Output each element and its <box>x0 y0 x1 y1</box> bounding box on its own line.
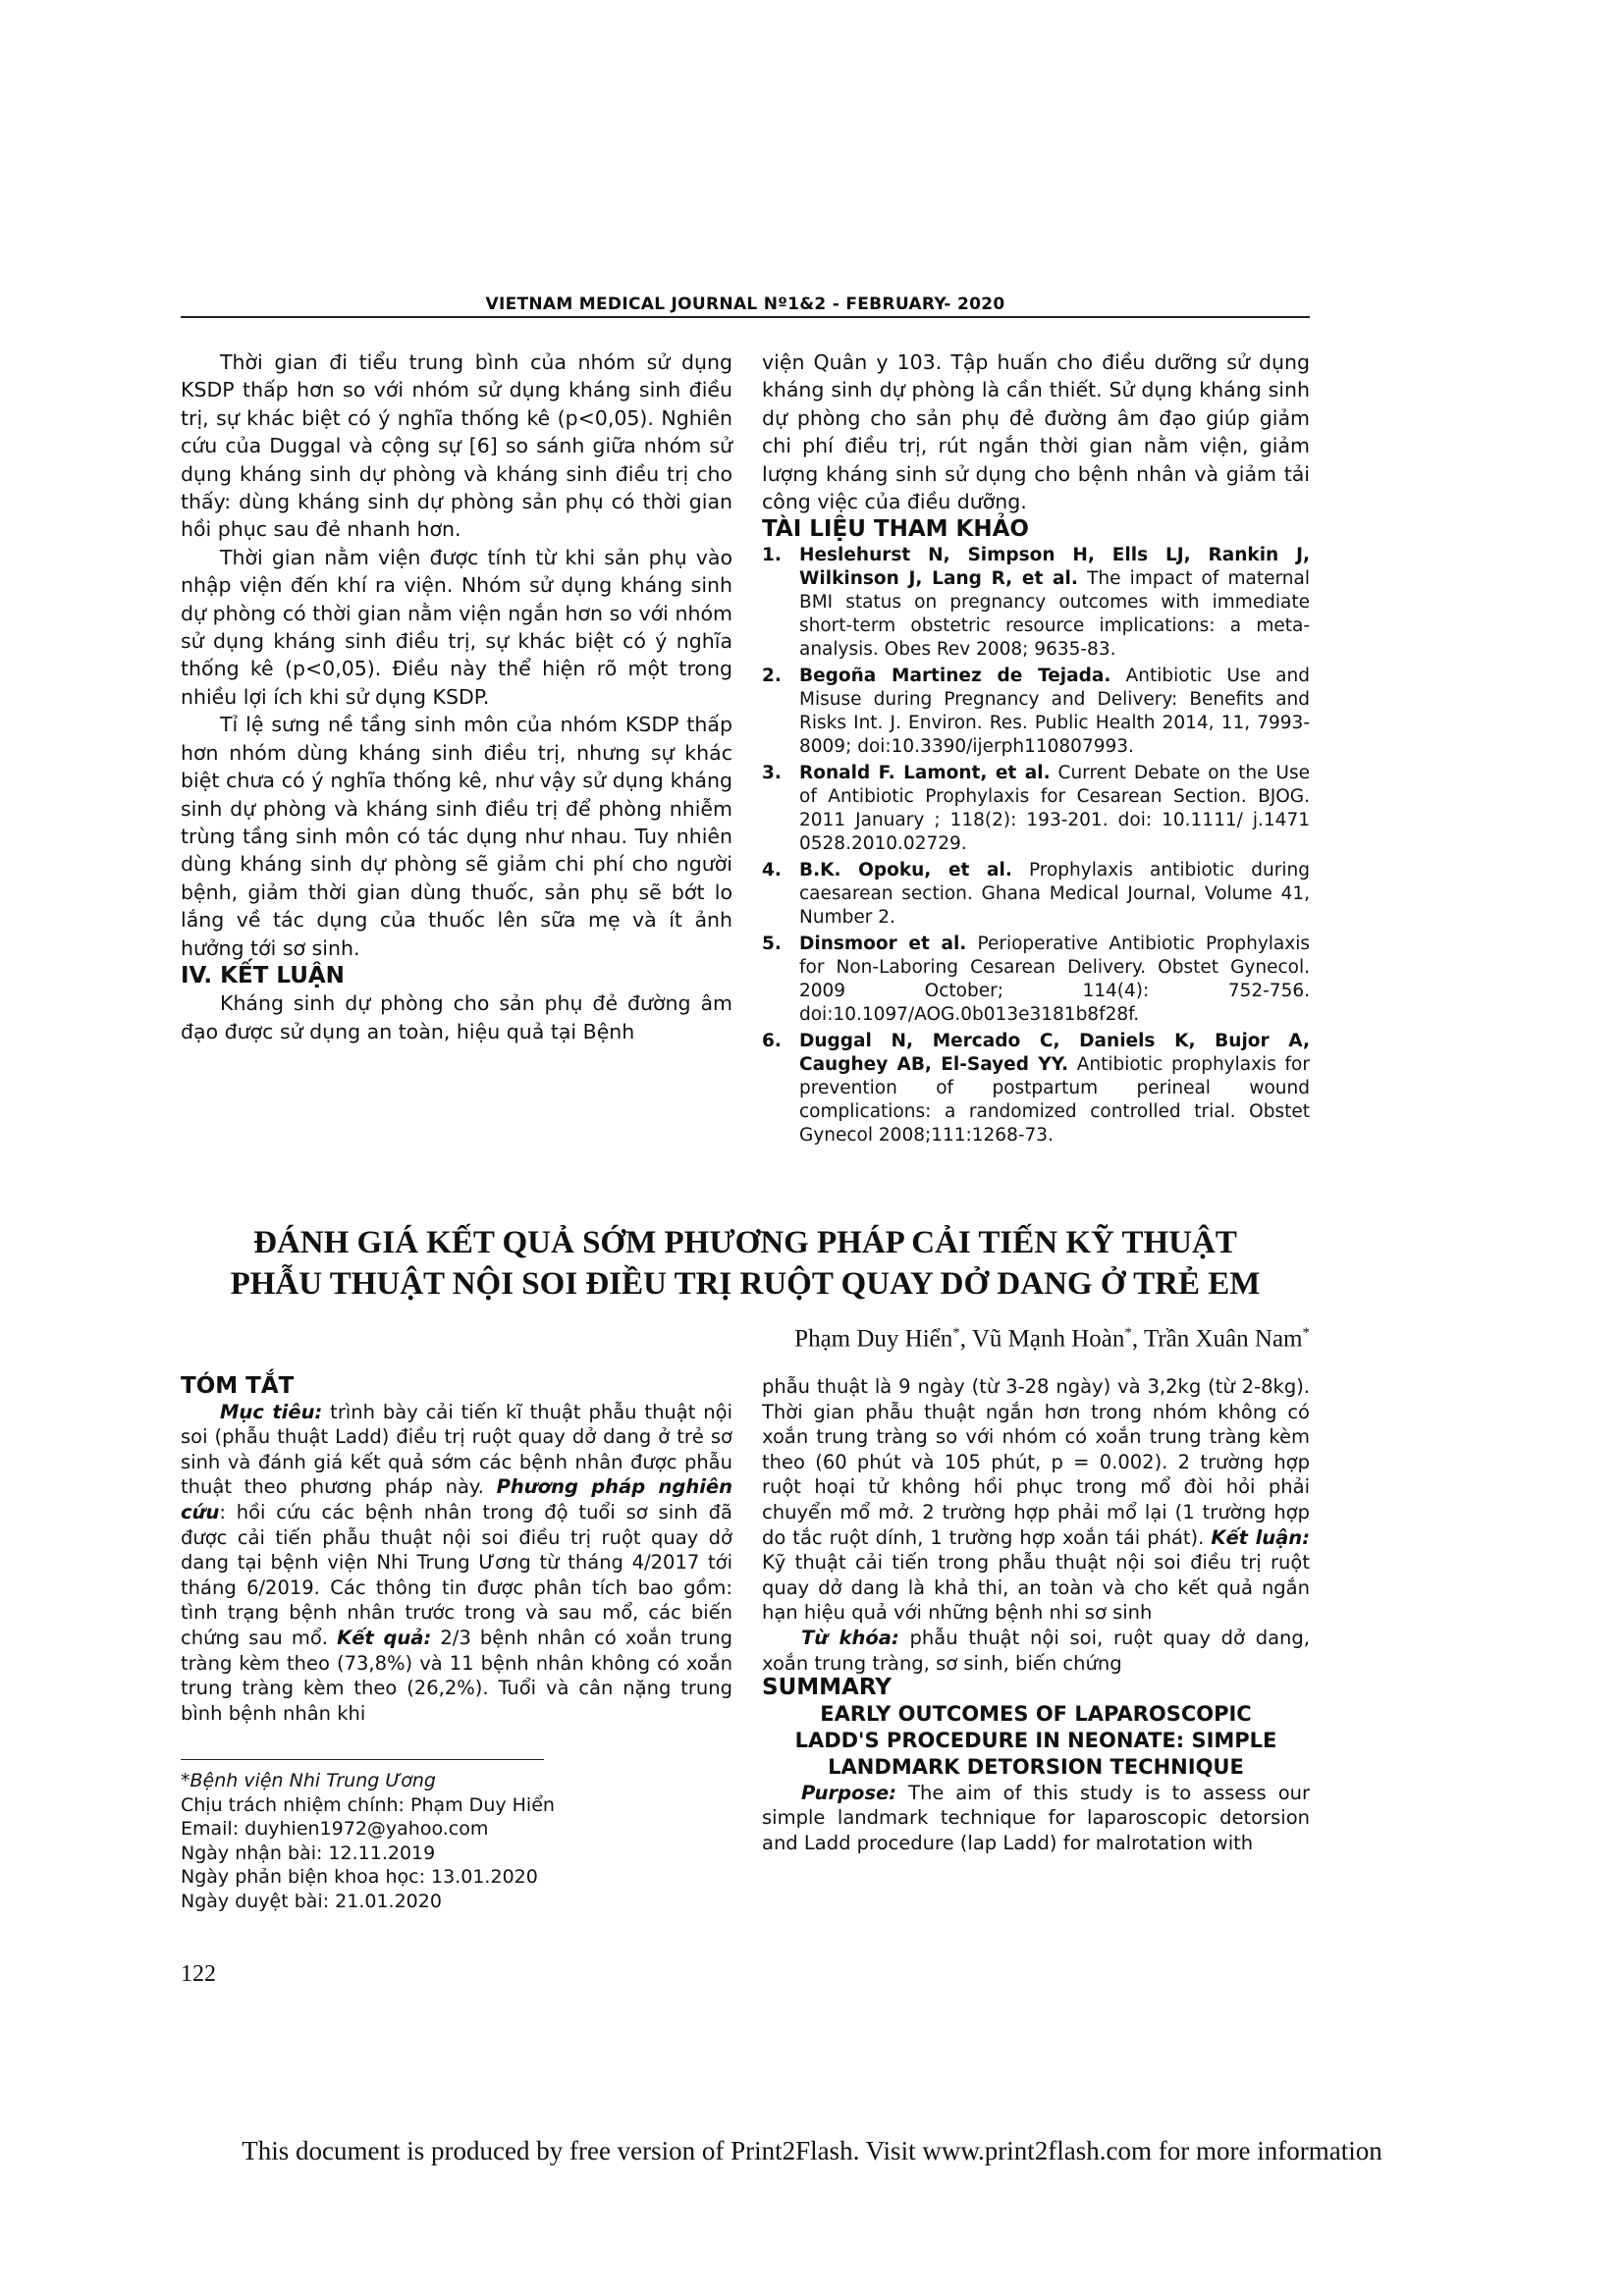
reference-item: 5. Dinsmoor et al. Perioperative Antibiotic Prophylaxis for Non-Laboring Cesarean Delivery. Obstet Gynecol. 2009 October; 114(4): 752-756. doi:10.1097/AOG.0b013e3181b8f28f. <box>762 933 1310 1025</box>
reference-item: 2. Begoña Martinez de Tejada. Antibiotic Use and Misuse during Pregnancy and Delivery: Benefits and Risks Int. J. Environ. Res. Public Health 2014, 11, 7993-8009; doi:10.3390/ijerph110807993. <box>762 665 1310 757</box>
article-title <box>181 1222 1310 1305</box>
author-name: Trần Xuân Nam <box>1143 1325 1303 1353</box>
footnote-affiliation: *Bệnh viện Nhi Trung Ương <box>181 1770 436 1791</box>
paragraph: viện Quân y 103. Tập huấn cho điều dưỡng sử dụng kháng sinh dự phòng là cần thiết. Sử dụng kháng sinh dự phòng cho sản phụ đẻ đường âm đạo giúp giảm chi phí điều trị, rút ngắn thời gian nằm viện, giảm lượng kháng sinh sử dụng cho bệnh nhân và giảm tải công việc của điều dưỡng. <box>762 350 1310 514</box>
footnotes <box>181 1769 731 1914</box>
article-title-line: ĐÁNH GIÁ KẾT QUẢ SỚM PHƯƠNG PHÁP CẢI TIẾN KỸ THUẬT <box>253 1225 1237 1260</box>
footnote-received: Ngày nhận bài: 12.11.2019 <box>181 1842 436 1864</box>
footnote-responsible: Chịu trách nhiệm chính: Phạm Duy Hiển <box>181 1793 555 1816</box>
article-title-line: PHẪU THUẬT NỘI SOI ĐIỀU TRỊ RUỘT QUAY DỞ DANG Ở TRẺ EM <box>230 1266 1261 1302</box>
top-left-column <box>181 348 732 1045</box>
print2flash-watermark: This document is produced by free version of Print2Flash. Visit www.print2flash.com for more information <box>242 2136 1382 2165</box>
section-heading-references: TÀI LIỆU THAM KHẢO <box>762 516 1029 543</box>
author-mark: * <box>952 1325 960 1341</box>
keyword-label: Phương pháp nghiên cứu <box>181 1475 732 1523</box>
paragraph: Thời gian đi tiểu trung bình của nhóm sử dụng KSDP thấp hơn so với nhóm sử dụng kháng sinh điều trị, sự khác biệt có ý nghĩa thống kê (p<0,05). Nghiên cứu của Duggal và cộng sự [6] so sánh giữa nhóm sử dụng kháng sinh dự phòng và kháng sinh điều trị cho thấy: dùng kháng sinh dự phòng sản phụ có thời gian hồi phục sau đẻ nhanh hơn. <box>181 350 732 542</box>
footnote-reviewed: Ngày phản biện khoa học: 13.01.2020 <box>181 1866 538 1889</box>
paragraph: Kháng sinh dự phòng cho sản phụ đẻ đường âm đạo được sử dụng an toàn, hiệu quả tại Bệnh <box>181 991 732 1043</box>
top-right-column <box>762 348 1310 1150</box>
author-name: Phạm Duy Hiển <box>794 1325 953 1353</box>
footnote-approved: Ngày duyệt bài: 21.01.2020 <box>181 1890 442 1912</box>
paragraph: Thời gian nằm viện được tính từ khi sản phụ vào nhập viện đến khí ra viện. Nhóm sử dụng kháng sinh dự phòng có thời gian nằm viện ngắn hơn so với nhóm sử dụng kháng sinh điều trị, sự khác biệt có ý nghĩa thống kê (p<0,05). Điều này thể hiện rõ một trong nhiều lợi ích khi sử dụng KSDP. <box>181 545 732 709</box>
summary-paragraph: Purpose: The aim of this study is to assess our simple landmark technique for laparoscopic detorsion and Ladd procedure (lap Ladd) for malrotation with <box>762 1781 1310 1854</box>
keyword-label: Mục tiêu: <box>220 1400 323 1423</box>
author-mark: * <box>1302 1325 1310 1341</box>
english-title: EARLY OUTCOMES OF LAPAROSCOPIC LADD'S PROCEDURE IN NEONATE: SIMPLE LANDMARK DETORSION TECHNIQUE <box>794 1701 1277 1779</box>
abstract-left-column <box>181 1374 732 1726</box>
reference-item: 1. Heslehurst N, Simpson H, Ells LJ, Rankin J, Wilkinson J, Lang R, et al. The impact of maternal BMI status on pregnancy outcomes with immediate short-term obstetric resource implications: a meta-analysis. Obes Rev 2008; 9635-83. <box>762 544 1310 660</box>
header-rule <box>181 316 1310 318</box>
keyword-label: Kết quả: <box>337 1626 432 1649</box>
keyword-label: Purpose: <box>801 1781 897 1804</box>
footnote-rule <box>181 1759 544 1760</box>
reference-item: 4. B.K. Opoku, et al. Prophylaxis antibiotic during caesarean section. Ghana Medical Journal, Volume 41, Number 2. <box>762 859 1310 928</box>
reference-item: 3. Ronald F. Lamont, et al. Current Debate on the Use of Antibiotic Prophylaxis for Cesarean Section. BJOG. 2011 January ; 118(2): 193-201. doi: 10.1111/ j.1471 0528.2010.02729. <box>762 762 1310 854</box>
reference-list <box>762 544 1310 1148</box>
keyword-label: Kết luận: <box>1211 1525 1310 1549</box>
keyword-label: Từ khóa: <box>801 1626 899 1649</box>
footnote-email: Email: duyhien1972@yahoo.com <box>181 1818 489 1841</box>
running-head: VIETNAM MEDICAL JOURNAL Nº1&2 - FEBRUARY- 2020 <box>485 294 1005 314</box>
keywords-paragraph: Từ khóa: phẫu thuật nội soi, ruột quay dở dang, xoắn trung tràng, sơ sinh, biến chứng <box>762 1626 1310 1675</box>
abstract-right-column <box>762 1374 1310 1856</box>
summary-heading: SUMMARY <box>762 1675 892 1701</box>
section-heading-conclusion: IV. KẾT LUẬN <box>181 962 345 988</box>
abstract-heading: TÓM TẮT <box>181 1373 295 1399</box>
author-mark: * <box>1124 1325 1132 1341</box>
author-name: Vũ Mạnh Hoàn <box>971 1325 1125 1353</box>
abstract-paragraph: Mục tiêu: trình bày cải tiến kĩ thuật phẫu thuật nội soi (phẫu thuật Ladd) điều trị ruột quay dở dang ở trẻ sơ sinh và đánh giá kết quả sớm các bệnh nhân được phẫu thuật theo phương pháp này. Phương pháp nghiên cứu: hồi cứu các bệnh nhân trong độ tuổi sơ sinh đã được cải tiến phẫu thuật nội soi điều trị ruột quay dở dang tại bệnh viện Nhi Trung Ương từ tháng 4/2017 tới tháng 6/2019. Các thông tin được phân tích bao gồm: tình trạng bệnh nhân trước trong và sau mổ, các biến chứng sau mổ. Kết quả: 2/3 bệnh nhân có xoắn trung tràng kèm theo (73,8%) và 11 bệnh nhân không có xoắn trung tràng kèm theo (26,2%). Tuổi và cân nặng trung bình bệnh nhân khi <box>181 1400 733 1725</box>
author-list: Phạm Duy Hiển*, Vũ Mạnh Hoàn*, Trần Xuân Nam* <box>794 1325 1310 1353</box>
abstract-paragraph: phẫu thuật là 9 ngày (từ 3-28 ngày) và 3,2kg (từ 2-8kg). Thời gian phẫu thuật ngắn hơn trong nhóm không có xoắn trung tràng so với nhóm có xoắn trung tràng kèm theo (60 phút và 105 phút, p = 0.002). 2 trường hợp ruột hoại tử không hồi phục trong mổ đòi hỏi phải chuyển mổ mở. 2 trường hợp phải mổ lại (1 trường hợp do tắc ruột dính, 1 trường hợp xoắn tái phát). Kết luận: Kỹ thuật cải tiến trong phẫu thuật nội soi điều trị ruột quay dở dang là khả thi, an toàn và cho kết quả ngắn hạn hiệu quả với những bệnh nhi sơ sinh <box>762 1375 1310 1625</box>
paragraph: Tỉ lệ sưng nề tầng sinh môn của nhóm KSDP thấp hơn nhóm dùng kháng sinh điều trị, nhưng sự khác biệt chưa có ý nghĩa thống kê, như vậy sử dụng kháng sinh dự phòng và kháng sinh điều trị để phòng nhiễm trùng tầng sinh môn có tác dụng như nhau. Tuy nhiên dùng kháng sinh dự phòng sẽ giảm chi phí cho người bệnh, giảm thời gian dùng thuốc, sản phụ sẽ bớt lo lắng về tác dụng của thuốc lên sữa mẹ và ít ảnh hưởng tới sơ sinh. <box>181 713 732 960</box>
reference-item: 6. Duggal N, Mercado C, Daniels K, Bujor A, Caughey AB, El-Sayed YY. Antibiotic prophylaxis for prevention of postpartum perineal wound complications: a randomized controlled trial. Obstet Gynecol 2008;111:1268-73. <box>762 1030 1310 1146</box>
page-number: 122 <box>181 1961 216 1987</box>
